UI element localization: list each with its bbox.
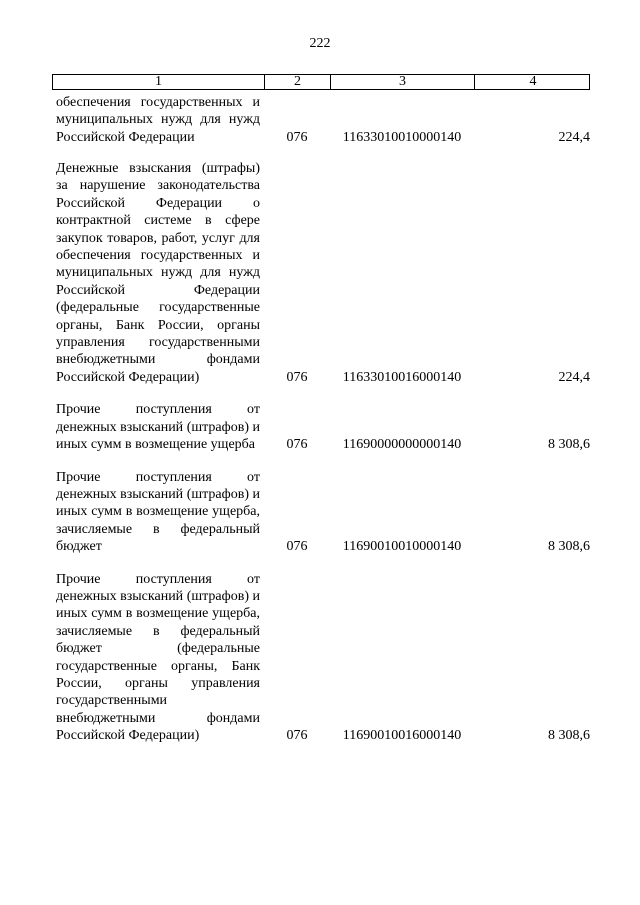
- table-header-row: [52, 74, 590, 90]
- row-amount: 8 308,6: [548, 437, 590, 453]
- column-header-4: 4: [529, 74, 537, 89]
- row-admin-code: 076: [286, 728, 308, 744]
- table-row: [52, 94, 590, 145]
- row-name: Прочие поступления от денежных взысканий (штрафов) и иных сумм в возмещение ущерба: [56, 402, 260, 453]
- row-kbk-code: 11690010010000140: [342, 539, 462, 555]
- row-name: Денежные взыскания (штрафы) за нарушение законодательства Российской Федерации о контрактной системе в сфере закупок товаров, работ, услуг для обеспечения государственных и муниципальных нужд для нужд Российской Федерации (федеральные государственные органы, Банк России, органы управления государственными внебюджетными фондами Российской Федерации): [56, 161, 260, 385]
- table-row: [52, 160, 590, 386]
- row-admin-code: 076: [286, 539, 308, 555]
- row-amount: 224,4: [558, 129, 590, 145]
- row-admin-code: 076: [286, 369, 308, 385]
- table-row: [52, 401, 590, 453]
- row-admin-code: 076: [286, 129, 308, 145]
- row-amount: 8 308,6: [548, 539, 590, 555]
- table-body: [52, 94, 590, 745]
- table-row: [52, 571, 590, 745]
- column-header-1: 1: [53, 75, 265, 89]
- row-name: Прочие поступления от денежных взысканий (штрафов) и иных сумм в возмещение ущерба, зачисляемые в федеральный бюджет: [56, 469, 260, 555]
- row-name: Прочие поступления от денежных взысканий (штрафов) и иных сумм в возмещение ущерба, зачисляемые в федеральный бюджет (федеральные государственные органы, Банк России, органы управления государственными внебюджетными фондами Российской Федерации): [56, 571, 260, 744]
- row-amount: 224,4: [558, 369, 590, 385]
- row-kbk-code: 11633010010000140: [342, 129, 462, 145]
- row-kbk-code: 11690010016000140: [342, 728, 462, 744]
- page-number: 222: [309, 36, 331, 51]
- row-admin-code: 076: [286, 437, 308, 453]
- row-kbk-code: 11633010016000140: [342, 369, 462, 385]
- column-header-3: 3: [331, 75, 475, 89]
- row-amount: 8 308,6: [548, 728, 590, 744]
- table-row: [52, 469, 590, 556]
- column-header-2: 2: [265, 75, 331, 89]
- row-name: обеспечения государственных и муниципальных нужд для нужд Российской Федерации: [56, 95, 260, 145]
- row-kbk-code: 11690000000000140: [342, 437, 462, 453]
